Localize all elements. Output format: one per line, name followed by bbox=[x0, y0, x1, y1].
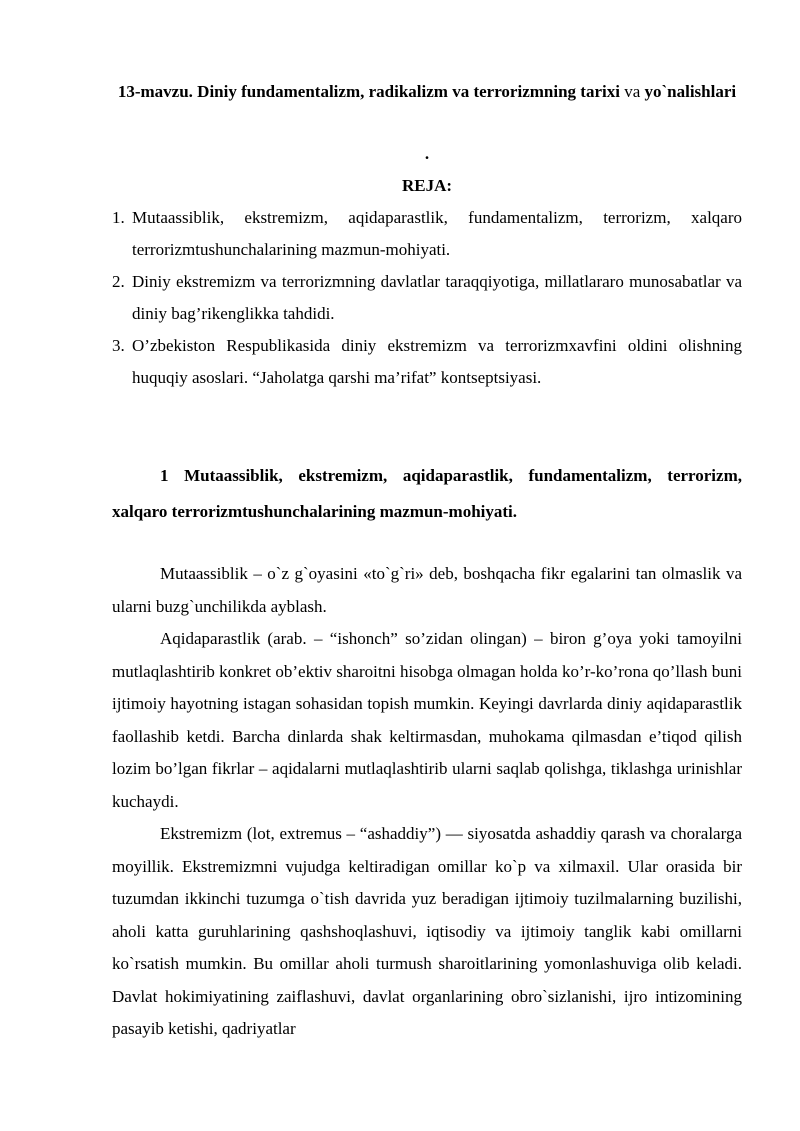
plan-item bbox=[112, 266, 742, 330]
plan-list bbox=[112, 202, 742, 394]
plan-item-number: 2. bbox=[112, 272, 125, 291]
paragraph: Ekstremizm (lot, extremus – “ashaddiy”) — siyosatda ashaddiy qarash va choralarga moyillik. Ekstremizmni vujudga keltiradigan omillar ko`p va xilmaxil. Ular orasida bir tuzumdan ikkinchi tuzumga o`tish davrida yuz beradigan ijtimoiy tuzilmalarning buzilishi, aholi katta guruhlarining qashshoqlashuvi, iqtisodiy va ijtimoiy tanglik kabi omillarni ko`rsatish mumkin. Bu omillar aholi turmush sharoitlarining yomonlashuviga olib keladi. Davlat hokimiyatining zaiflashuvi, davlat organlarining obro`sizlanishi, ijro intizomining pasayib ketishi, qadriyatlar bbox=[112, 824, 742, 1038]
title-dot: . bbox=[424, 144, 430, 163]
plan-item-text: Diniy ekstremizm va terrorizmning davlatlar taraqqiyotiga, millatlararo munosabatlar va diniy bag’rikenglikka tahdidi. bbox=[132, 272, 742, 323]
paragraph: Aqidaparastlik (arab. – “ishonch” so’zidan olingan) – biron g’oya yoki tamoyilni mutlaqlashtirib konkret ob’ektiv sharoitni hisobga olmagan holda ko’r-ko’rona qo’llash buni ijtimoiy hayotning istagan sohasidan topish mumkin. Keyingi davrlarda diniy aqidaparastlik faollashib ketdi. Barcha dinlarda shak keltirmasdan, muhokama qilmasdan e’tiqod qilish lozim bo’lgan fikrlar – aqidalarni mutlaqlashtirib ularni saqlab qolishga, tiklashga urinishlar kuchaydi. bbox=[112, 629, 742, 811]
body-text bbox=[112, 558, 742, 1046]
section-heading: 1 Mutaassiblik, ekstremizm, aqidaparastlik, fundamentalizm, terrorizm, xalqaro terrorizmtushunchalarining mazmun-mohiyati. bbox=[112, 466, 742, 521]
plan-item bbox=[112, 330, 742, 394]
plan-item-text: Mutaassiblik, ekstremizm, aqidaparastlik, fundamentalizm, terrorizm, xalqaro terrorizmtushunchalarining mazmun-mohiyati. bbox=[132, 208, 742, 259]
plan-item-number: 3. bbox=[112, 336, 125, 355]
page-title bbox=[112, 76, 742, 108]
plan-item bbox=[112, 202, 742, 266]
title-bold: 13-mavzu. Diniy fundamentalizm, radikalizm va terrorizmning tarixi bbox=[117, 82, 620, 101]
paragraph: Mutaassiblik – o`z g`oyasini «to`g`ri» deb, boshqacha fikr egalarini tan olmaslik va ularni buzg`unchilikda ayblash. bbox=[112, 564, 742, 616]
plan-item-text: O’zbekiston Respublikasida diniy ekstremizm va terrorizmxavfini oldini olishning huquqiy asoslari. “Jaholatga qarshi ma’rifat” kontseptsiyasi. bbox=[132, 336, 742, 387]
title-connector: va bbox=[619, 82, 645, 101]
plan-heading: REJA: bbox=[401, 176, 453, 195]
plan-item-number: 1. bbox=[112, 208, 125, 227]
title-bold-end: yo`nalishlari bbox=[644, 82, 737, 101]
